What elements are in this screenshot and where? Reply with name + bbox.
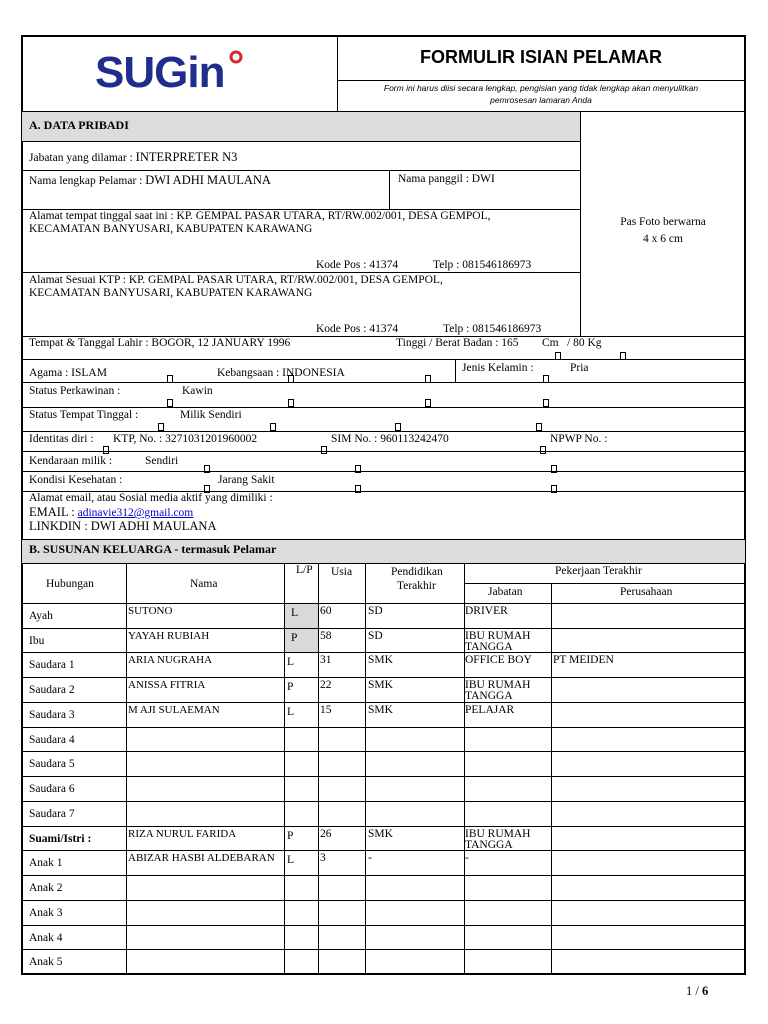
cell-hubungan: Anak 5 (29, 956, 63, 969)
checkbox[interactable] (536, 423, 542, 431)
status-tinggal-value[interactable]: Milik Sendiri (180, 409, 242, 421)
cell-jabatan-line2[interactable]: TANGGA (465, 690, 513, 703)
alamat1-text[interactable]: Alamat tempat tinggal saat ini : KP. GEMPAL PASAR UTARA, RT/RW.002/001, DESA GEMPOL, (29, 210, 491, 222)
cell-jabatan[interactable]: - (465, 852, 469, 865)
alamat2-label: Alamat Sesuai KTP : (29, 274, 126, 286)
header-lp: L/P (296, 564, 313, 576)
lp-shade (285, 629, 318, 653)
cell-usia[interactable]: 58 (320, 629, 332, 642)
checkbox[interactable] (395, 423, 401, 431)
telp1[interactable]: Telp : 081546186973 (433, 259, 532, 271)
identitas-label: Identitas diri : (29, 433, 94, 445)
tinggi-field[interactable]: Tinggi / Berat Badan : 165 (396, 337, 519, 349)
cell-hubungan: Ibu (29, 634, 45, 647)
cell-hubungan: Saudara 7 (29, 807, 75, 820)
jenis-kelamin-value[interactable]: Pria (570, 362, 589, 374)
alamat1-label: Alamat tempat tinggal saat ini : (29, 210, 174, 222)
table-row-line (22, 925, 745, 926)
company-logo (95, 50, 295, 102)
cell-hubungan: Anak 1 (29, 857, 63, 870)
photo-size: 4 x 6 cm (643, 233, 683, 245)
table-column-divider (318, 563, 319, 974)
cell-usia[interactable]: 26 (320, 827, 332, 840)
cell-jabatan[interactable]: OFFICE BOY (465, 654, 532, 667)
cell-usia[interactable]: 31 (320, 654, 332, 667)
cell-hubungan: Saudara 3 (29, 708, 75, 721)
checkbox[interactable] (288, 399, 294, 407)
email-link[interactable]: adinavie312@gmail.com (77, 507, 194, 519)
section-a-title: A. DATA PRIBADI (22, 112, 580, 141)
table-column-divider (126, 563, 127, 974)
form-note-2: pemrosesan lamaran Anda (490, 95, 592, 105)
cell-nama[interactable]: SUTONO (128, 605, 173, 617)
cell-hubungan: Saudara 1 (29, 659, 75, 672)
section-b-title: B. SUSUNAN KELUARGA - termasuk Pelamar (22, 540, 745, 563)
table-header-line (22, 603, 745, 604)
photo-label: Pas Foto berwarna (620, 216, 706, 228)
email-label: EMAIL : (29, 505, 75, 519)
cell-nama[interactable]: ABIZAR HASBI ALDEBARAN (128, 852, 275, 865)
email-intro: Alamat email, atau Sosial media aktif yang dimiliki : (29, 492, 273, 504)
header-nama: Nama (190, 578, 218, 590)
cell-pendidikan[interactable]: SD (368, 629, 383, 642)
kendaraan-value[interactable]: Sendiri (145, 455, 179, 467)
cell-hubungan: Saudara 4 (29, 733, 75, 746)
cell-jabatan[interactable]: DRIVER (465, 605, 508, 617)
cell-lp[interactable]: P (291, 631, 298, 644)
table-row-line (22, 677, 745, 678)
sim-field[interactable]: SIM No. : 960113242470 (331, 433, 449, 445)
checkbox[interactable] (103, 446, 109, 454)
header-pendidikan-1: Pendidikan (391, 566, 443, 578)
table-row-line (22, 850, 745, 851)
cell-pendidikan[interactable]: SMK (368, 654, 393, 667)
cm-label: Cm (542, 337, 559, 349)
table-row-line (22, 949, 745, 950)
berat-field[interactable]: / 80 Kg (567, 337, 602, 349)
cell-hubungan: Ayah (29, 610, 53, 622)
jenis-kelamin-label: Jenis Kelamin : (462, 362, 534, 374)
cell-nama[interactable]: M AJI SULAEMAN (128, 703, 220, 716)
alamat2-text[interactable]: Alamat Sesuai KTP : KP. GEMPAL PASAR UTARA, RT/RW.002/001, DESA GEMPOL, (29, 274, 443, 286)
table-row-line (22, 652, 745, 653)
checkbox[interactable] (158, 423, 164, 431)
header-jabatan: Jabatan (488, 586, 523, 598)
logo-gear-icon (229, 50, 243, 64)
alamat1-line2[interactable]: KECAMATAN BANYUSARI, KABUPATEN KARAWANG (29, 223, 313, 235)
kodepos1[interactable]: Kode Pos : 41374 (316, 259, 399, 271)
page-total: 6 (701, 984, 709, 998)
header-usia: Usia (331, 566, 353, 578)
logo-text: SUGin (95, 48, 225, 97)
header-pekerjaan: Pekerjaan Terakhir (555, 565, 642, 577)
kondisi-label: Kondisi Kesehatan : (29, 474, 123, 486)
status-tinggal-label: Status Tempat Tinggal : (29, 409, 139, 421)
checkbox[interactable] (543, 399, 549, 407)
title-divider (337, 80, 745, 81)
cell-pendidikan[interactable]: SMK (368, 827, 393, 840)
cell-hubungan: Anak 4 (29, 931, 63, 944)
jabatan-label: Jabatan yang dilamar : INTERPRETER N3 (29, 150, 238, 164)
cell-usia[interactable]: 60 (320, 605, 332, 617)
cell-hubungan: Anak 3 (29, 906, 63, 919)
cell-usia[interactable]: 3 (320, 852, 326, 865)
cell-jabatan-line2[interactable]: TANGGA (465, 838, 513, 851)
cell-pendidikan[interactable]: SMK (368, 679, 393, 692)
ttl-field[interactable]: Tempat & Tanggal Lahir : BOGOR, 12 JANUARY 1996 (29, 337, 291, 349)
cell-jabatan[interactable]: IBU RUMAH (465, 629, 531, 642)
checkbox[interactable] (425, 399, 431, 407)
cell-pendidikan[interactable]: SD (368, 605, 383, 617)
table-row-line (22, 826, 745, 827)
cell-jabatan-line2[interactable]: TANGGA (465, 640, 513, 653)
cell-usia[interactable]: 15 (320, 703, 332, 716)
email-row (29, 505, 193, 520)
table-row-line (22, 801, 745, 802)
table-row-line (22, 900, 745, 901)
table-row-line (22, 702, 745, 703)
table-column-divider (365, 563, 366, 974)
cell-hubungan: Saudara 2 (29, 684, 75, 697)
linkedin-field[interactable]: LINKDIN : DWI ADHI MAULANA (29, 519, 217, 533)
form-note: Form ini harus diisi secara lengkap, pengisian yang tidak lengkap akan menyulitkan (383, 83, 699, 93)
checkbox[interactable] (321, 446, 327, 454)
table-row-line (22, 776, 745, 777)
cell-lp[interactable]: L (291, 607, 299, 619)
cell-jabatan[interactable]: IBU RUMAH (465, 827, 531, 840)
alamat2-line2[interactable]: KECAMATAN BANYUSARI, KABUPATEN KARAWANG (29, 287, 313, 299)
lp-shade (285, 604, 318, 628)
cell-jabatan[interactable]: IBU RUMAH (465, 679, 531, 692)
kebangsaan-field[interactable]: Kebangsaan : INDONESIA (217, 367, 345, 379)
jabatan-value[interactable]: INTERPRETER N3 (135, 150, 238, 164)
checkbox[interactable] (270, 423, 276, 431)
cell-usia[interactable]: 22 (320, 679, 332, 692)
table-row-line (22, 875, 745, 876)
header-pendidikan-2: Terakhir (397, 580, 436, 592)
cell-lp[interactable]: L (287, 705, 295, 718)
cell-lp[interactable]: L (287, 656, 295, 669)
nama-value[interactable]: DWI ADHI MAULANA (145, 173, 271, 187)
table-row-line (22, 628, 745, 629)
kondisi-value[interactable]: Jarang Sakit (218, 474, 275, 486)
cell-nama[interactable]: YAYAH RUBIAH (128, 629, 210, 642)
header-perusahaan: Perusahaan (620, 586, 673, 598)
cell-perusahaan[interactable]: PT MEIDEN (553, 654, 614, 667)
cell-pendidikan[interactable]: SMK (368, 703, 393, 716)
table-row-line (22, 751, 745, 752)
panggil-value[interactable]: DWI (471, 173, 495, 185)
cell-jabatan[interactable]: PELAJAR (465, 703, 515, 716)
panggil-label: Nama panggil : DWI (398, 173, 495, 185)
cell-nama[interactable]: ANISSA FITRIA (128, 679, 206, 692)
checkbox[interactable] (167, 399, 173, 407)
table-column-divider (464, 563, 465, 974)
ktp-field[interactable]: KTP, No. : 3271031201960002 (113, 433, 258, 445)
cell-nama[interactable]: RIZA NURUL FARIDA (128, 827, 237, 840)
checkbox[interactable] (540, 446, 546, 454)
cell-lp[interactable]: L (287, 854, 295, 867)
cell-hubungan: Saudara 5 (29, 758, 75, 771)
page-indicator: 1 / 6 (686, 984, 709, 998)
cell-hubungan: Anak 2 (29, 882, 63, 895)
cell-lp[interactable]: P (287, 829, 294, 842)
status-kawin-label: Status Perkawinan : (29, 385, 121, 397)
kodepos2[interactable]: Kode Pos : 41374 (316, 323, 399, 335)
form-title: FORMULIR ISIAN PELAMAR (420, 47, 662, 67)
header-hubungan: Hubungan (46, 578, 94, 590)
npwp-field[interactable]: NPWP No. : (550, 433, 608, 445)
telp2[interactable]: Telp : 081546186973 (443, 323, 542, 335)
cell-nama[interactable]: ARIA NUGRAHA (128, 654, 213, 667)
cell-pendidikan[interactable]: - (368, 852, 372, 865)
page-current: 1 (686, 984, 693, 998)
status-kawin-value[interactable]: Kawin (182, 385, 213, 397)
agama-field[interactable]: Agama : ISLAM (29, 367, 107, 379)
nama-label: Nama lengkap Pelamar : DWI ADHI MAULANA (29, 173, 271, 187)
cell-lp[interactable]: P (287, 681, 294, 694)
kendaraan-label: Kendaraan milik : (29, 455, 113, 467)
cell-hubungan: Saudara 6 (29, 783, 75, 796)
cell-hubungan: Suami/Istri : (29, 832, 92, 845)
table-column-divider (551, 583, 552, 974)
table-row-line (22, 727, 745, 728)
